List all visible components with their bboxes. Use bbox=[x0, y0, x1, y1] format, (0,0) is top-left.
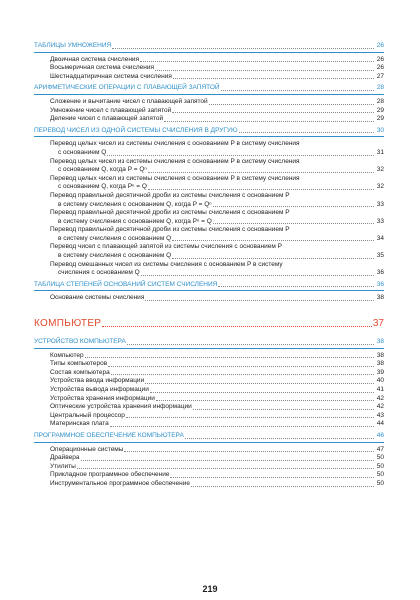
page-number: 50 bbox=[376, 471, 384, 479]
entry-title-continued: в систему счисления с основанием Q, когда P = Qⁿ bbox=[58, 200, 212, 208]
page-number: 38 bbox=[376, 338, 384, 346]
leader-dots bbox=[148, 189, 374, 190]
entry-title: Устройства ввода информации bbox=[50, 377, 145, 385]
page-number-footer: 219 bbox=[202, 584, 218, 594]
leader-dots bbox=[85, 357, 374, 358]
toc-entry bbox=[34, 403, 384, 412]
toc-entry bbox=[34, 360, 384, 369]
section-title: ПРОГРАММНОЕ ОБЕСПЕЧЕНИЕ КОМПЬЮТЕРА bbox=[34, 431, 184, 439]
toc-entry bbox=[34, 107, 384, 116]
page-number: 33 bbox=[376, 200, 384, 208]
entry-title: Центральный процессор bbox=[50, 411, 125, 419]
leader-dots bbox=[145, 383, 374, 384]
leader-dots bbox=[209, 104, 374, 105]
entry-title: Материнская плата bbox=[50, 420, 109, 428]
page-number: 46 bbox=[376, 431, 384, 439]
page-number: 42 bbox=[376, 403, 384, 411]
leader-dots bbox=[141, 275, 374, 276]
leader-dots bbox=[107, 155, 374, 156]
entry-title: Оптические устройства хранения информации bbox=[50, 403, 192, 411]
entry-title-continued: с основанием Q, когда Pⁿ = Q bbox=[58, 183, 147, 191]
toc-entry bbox=[34, 471, 384, 480]
leader-dots bbox=[164, 121, 374, 122]
entry-title: Компьютер bbox=[50, 351, 84, 359]
section-heading bbox=[34, 432, 384, 443]
page-number: 41 bbox=[376, 386, 384, 393]
toc-entry bbox=[34, 192, 384, 209]
leader-dots bbox=[185, 438, 374, 439]
section-heading bbox=[34, 127, 384, 138]
toc-entry bbox=[34, 226, 384, 243]
entry-title: Состав компьютера bbox=[50, 368, 110, 376]
page-number: 26 bbox=[376, 42, 384, 49]
entry-title-continued: с основанием Q bbox=[58, 148, 107, 156]
entry-title: Шестнадцатиричная система счисления bbox=[50, 72, 172, 80]
entry-title: Устройства хранения информации bbox=[50, 394, 155, 402]
table-of-contents bbox=[34, 41, 384, 489]
leader-dots bbox=[148, 172, 374, 173]
entry-title: Перевод правильной десятичной дроби из системы счисления с основанием P bbox=[50, 191, 290, 199]
chapter-title: КОМПЬЮТЕР bbox=[34, 318, 102, 330]
entry-title: Перевод целых чисел из системы счисления с основанием P в систему счисления bbox=[50, 140, 300, 148]
page-number: 29 bbox=[376, 115, 384, 123]
leader-dots bbox=[112, 48, 374, 49]
leader-dots bbox=[155, 70, 374, 71]
entry-title: Двоичная система счисления bbox=[50, 55, 140, 63]
leader-dots bbox=[213, 206, 374, 207]
page-number: 31 bbox=[376, 148, 384, 156]
page-number: 47 bbox=[376, 445, 384, 453]
toc-entry bbox=[34, 412, 384, 421]
page-number: 36 bbox=[376, 280, 384, 288]
page-number: 42 bbox=[376, 394, 384, 402]
leader-dots bbox=[111, 374, 374, 375]
page-number: 27 bbox=[376, 72, 384, 80]
entry-title-continued: в систему счисления с основанием Q, когда Pⁿ = Q bbox=[58, 217, 212, 225]
page-number: 43 bbox=[376, 411, 384, 419]
entry-title: Перевод чисел с плавающей запятой из системы счисления с основанием P bbox=[50, 243, 282, 251]
entry-title: Драйвера bbox=[50, 454, 80, 462]
section-title: АРИФМЕТИЧЕСКИЕ ОПЕРАЦИИ С ПЛАВАЮЩЕЙ ЗАПЯТОЙ bbox=[34, 84, 220, 92]
leader-dots bbox=[172, 240, 374, 241]
toc-entry bbox=[34, 209, 384, 226]
page-number: 38 bbox=[376, 351, 384, 359]
entry-title: Перевод целых чисел из системы счисления с основанием P в систему счисления bbox=[50, 157, 300, 165]
entry-title: Перевод смешанных чисел из системы счисления с основанием P в систему bbox=[50, 260, 283, 268]
leader-dots bbox=[172, 258, 374, 259]
entry-title: Устройства вывода информации bbox=[50, 386, 149, 393]
toc-entry bbox=[34, 175, 384, 192]
leader-dots bbox=[191, 486, 374, 487]
page-number: 37 bbox=[372, 318, 384, 330]
leader-dots bbox=[124, 451, 374, 452]
entry-title: Перевод правильной десятичной дроби из системы счисления с основанием P bbox=[50, 226, 290, 234]
page-number: 26 bbox=[376, 64, 384, 72]
leader-dots bbox=[81, 460, 375, 461]
leader-dots bbox=[239, 132, 374, 133]
toc-entry bbox=[34, 64, 384, 73]
toc-entry bbox=[34, 352, 384, 361]
entry-title: Перевод целых чисел из системы счисления с основанием P в систему счисления bbox=[50, 174, 300, 182]
page-number: 36 bbox=[376, 269, 384, 277]
leader-dots bbox=[221, 90, 374, 91]
section-heading bbox=[34, 281, 384, 292]
toc-entry bbox=[34, 261, 384, 278]
page-number: 30 bbox=[376, 126, 384, 134]
entry-title: Прикладное программное обеспечение bbox=[50, 471, 170, 479]
toc-entry bbox=[34, 158, 384, 175]
entry-title: Типы компьютеров bbox=[50, 360, 108, 368]
entry-title: Умножение чисел с плавающей запятой bbox=[50, 106, 172, 114]
page-number: 32 bbox=[376, 166, 384, 174]
leader-dots bbox=[108, 366, 374, 367]
entry-title: Основание системы счисления bbox=[50, 294, 145, 302]
page-number: 28 bbox=[376, 97, 384, 105]
toc-entry bbox=[34, 98, 384, 107]
toc-entry bbox=[34, 115, 384, 124]
leader-dots bbox=[140, 61, 374, 62]
leader-dots bbox=[170, 477, 374, 478]
toc-entry bbox=[34, 140, 384, 157]
page-number: 26 bbox=[376, 55, 384, 63]
page-number: 38 bbox=[376, 294, 384, 302]
section-title: ТАБЛИЦА СТЕПЕНЕЙ ОСНОВАНИЙ СИСТЕМ СЧИСЛЕНИЯ bbox=[34, 280, 218, 288]
leader-dots bbox=[145, 300, 374, 301]
page-number: 50 bbox=[376, 479, 384, 487]
entry-title: Операционные системы bbox=[50, 445, 124, 453]
page-number: 34 bbox=[376, 234, 384, 242]
page-number: 38 bbox=[376, 360, 384, 368]
section-title: ПЕРЕВОД ЧИСЕЛ ИЗ ОДНОЙ СИСТЕМЫ СЧИСЛЕНИЯ В ДРУГУЮ bbox=[34, 126, 238, 134]
leader-dots bbox=[102, 326, 372, 327]
entry-title-continued: в систему счисления с основанием Q bbox=[58, 234, 172, 242]
leader-dots bbox=[110, 426, 374, 427]
page-number: 29 bbox=[376, 106, 384, 114]
toc-entry bbox=[34, 243, 384, 260]
entry-title: Восьмеричная система счисления bbox=[50, 64, 154, 72]
entry-title-continued: с основанием Q, когда P = Qⁿ bbox=[58, 166, 147, 174]
leader-dots bbox=[127, 344, 374, 345]
entry-title: Утилиты bbox=[50, 462, 76, 470]
leader-dots bbox=[173, 78, 374, 79]
entry-title: Инструментальное программное обеспечение bbox=[50, 479, 191, 487]
leader-dots bbox=[150, 392, 374, 393]
section-heading bbox=[34, 42, 384, 53]
toc-entry bbox=[34, 294, 384, 303]
entry-title-continued: счисления с основанием Q bbox=[58, 269, 140, 277]
toc-entry bbox=[34, 454, 384, 463]
page-number: 50 bbox=[376, 462, 384, 470]
page-number: 32 bbox=[376, 183, 384, 191]
page-number: 40 bbox=[376, 377, 384, 385]
leader-dots bbox=[156, 400, 374, 401]
toc-entry bbox=[34, 73, 384, 82]
toc-entry bbox=[34, 395, 384, 404]
leader-dots bbox=[218, 286, 374, 287]
page-number: 44 bbox=[376, 420, 384, 428]
leader-dots bbox=[77, 468, 374, 469]
section-heading bbox=[34, 84, 384, 95]
section-title: УСТРОЙСТВО КОМПЬЮТЕРА bbox=[34, 338, 126, 346]
page-number: 50 bbox=[376, 454, 384, 462]
leader-dots bbox=[172, 112, 374, 113]
entry-title: Перевод правильной десятичной дроби из системы счисления с основанием P bbox=[50, 209, 290, 217]
toc-entry bbox=[34, 446, 384, 455]
toc-entry bbox=[34, 420, 384, 429]
entry-title-continued: в систему счисления с основанием Q bbox=[58, 252, 172, 260]
leader-dots bbox=[126, 417, 374, 418]
chapter-heading bbox=[34, 317, 384, 330]
page-number: 35 bbox=[376, 252, 384, 260]
section-title: ТАБЛИЦЫ УМНОЖЕНИЯ bbox=[34, 42, 112, 49]
page-number: 39 bbox=[376, 368, 384, 376]
page-number: 33 bbox=[376, 217, 384, 225]
toc-entry bbox=[34, 480, 384, 489]
leader-dots bbox=[213, 223, 374, 224]
entry-title: Сложение и вычитание чисел с плавающей запятой bbox=[50, 97, 208, 105]
section-heading bbox=[34, 338, 384, 349]
toc-entry bbox=[34, 377, 384, 386]
entry-title: Деление чисел с плавающей запятой bbox=[50, 115, 164, 123]
leader-dots bbox=[193, 409, 374, 410]
page-number: 28 bbox=[376, 84, 384, 92]
toc-entry bbox=[34, 56, 384, 65]
toc-entry bbox=[34, 386, 384, 395]
